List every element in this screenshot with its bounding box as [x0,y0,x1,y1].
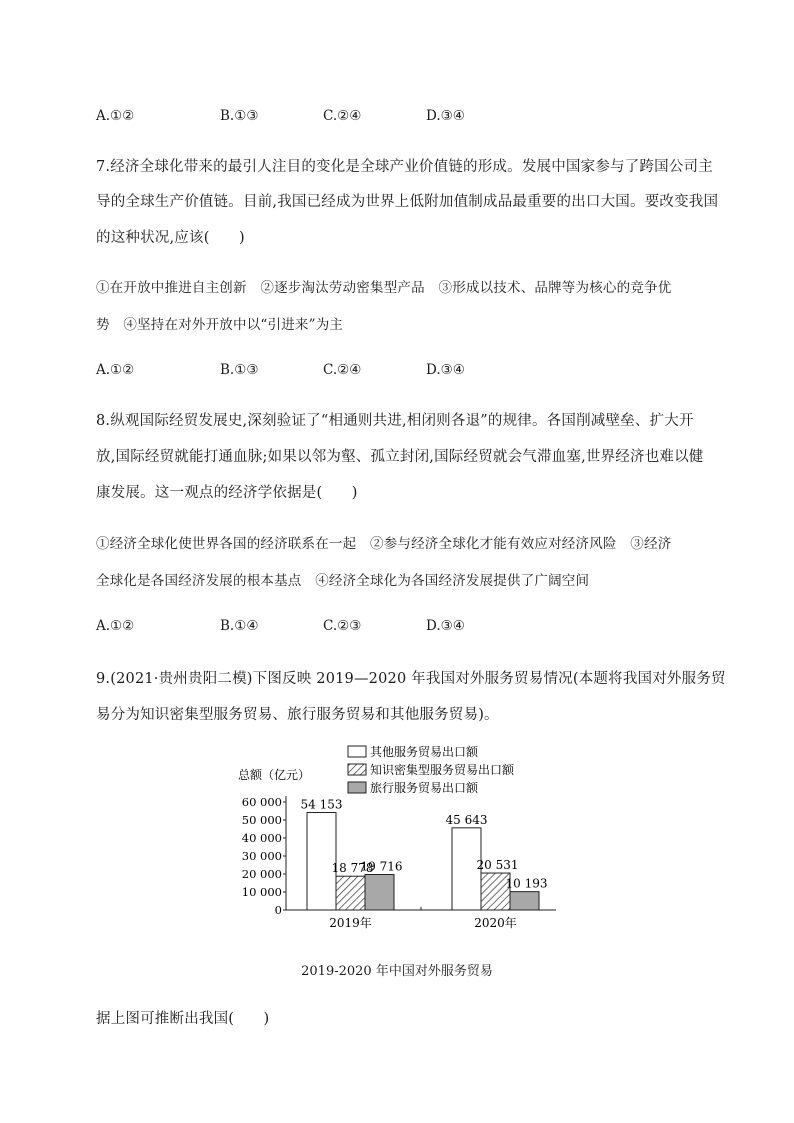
q9-question-stem: 据上图可推断出我国( ) [96,1011,270,1027]
x-tick-label: 2020年 [474,916,517,930]
q7-option-b: B.①③ [220,362,259,378]
q6-option-d: D.③④ [426,108,465,124]
q8-option-d: D.③④ [426,618,465,634]
y-tick-label: 0 [274,903,282,917]
legend-swatch [348,746,366,757]
q8-option-c: C.②③ [323,618,362,634]
y-tick-label: 60 000 [241,795,282,809]
bar-2019年-2 [365,875,394,910]
q7-option-c: C.②④ [323,362,362,378]
q8-option-b: B.①④ [220,618,259,634]
bar-2019年-1 [336,876,365,910]
data-label: 45 643 [445,812,488,827]
y-tick-label: 10 000 [241,885,282,899]
q7-choice-line-2: 势 ④坚持在对外开放中以“引进来”为主 [96,317,344,333]
q7-option-a: A.①② [96,362,135,378]
chart-legend [348,744,515,795]
q7-choice-line-1: ①在开放中推进自主创新 ②逐步淘汰劳动密集型产品 ③形成以技术、品牌等为核心的竞争优 [96,280,672,296]
legend-label: 旅行服务贸易出口额 [370,781,479,795]
legend-swatch [348,764,366,775]
y-axis-label: 总额（亿元） [238,768,311,782]
q8-options [96,618,596,638]
q6-options [96,108,596,128]
legend-label: 其他服务贸易出口额 [370,745,479,759]
x-tick-label: 2019年 [329,916,372,930]
y-tick-label: 30 000 [241,849,282,863]
legend-swatch [348,782,366,793]
q7-line-1: 7.经济全球化带来的最引人注目的变化是全球产业价值链的形成。发展中国家参与了跨国公司主 [96,159,713,175]
y-tick-label: 20 000 [241,867,282,881]
y-tick-label: 50 000 [241,813,282,827]
data-label: 54 153 [300,797,343,812]
q7-line-2: 导的全球生产价值链。目前,我国已经成为世界上低附加值制成品最重要的出口大国。要改变我国 [96,194,719,210]
q6-option-a: A.①② [96,108,135,124]
bar-2020年-2 [510,892,539,910]
q8-line-1: 8.纵观国际经贸发展史,深刻验证了“相通则共进,相闭则各退”的规律。各国削减壁垒、扩大开 [96,413,694,429]
q7-line-3: 的这种状况,应该( ) [96,230,245,246]
x-ticks [329,915,517,930]
y-tick-label: 40 000 [241,831,282,845]
q6-option-c: C.②④ [323,108,362,124]
data-label: 20 531 [476,858,519,873]
q8-choice-line-2: 全球化是各国经济发展的根本基点 ④经济全球化为各国经济发展提供了广阔空间 [96,573,590,589]
q9-line-1: 9.(2021·贵州贵阳二模)下图反映 2019—2020 年我国对外服务贸易情况(本题将我国对外服务贸 [96,671,726,687]
q7-options [96,362,596,382]
chart-caption: 2019-2020 年中国对外服务贸易 [301,964,493,979]
data-label: 10 193 [505,876,548,891]
q6-option-b: B.①③ [220,108,259,124]
service-trade-bar-chart [230,742,570,942]
data-label: 19 716 [360,859,403,874]
q8-choice-line-1: ①经济全球化使世界各国的经济联系在一起 ②参与经济全球化才能有效应对经济风险 ③经济 [96,536,672,552]
q8-line-3: 康发展。这一观点的经济学依据是( ) [96,485,358,501]
q9-line-2: 易分为知识密集型服务贸易、旅行服务贸易和其他服务贸易)。 [96,707,499,723]
q7-option-d: D.③④ [426,362,465,378]
q8-line-2: 放,国际经贸就能打通血脉;如果以邻为壑、孤立封闭,国际经贸就会气滞血塞,世界经济也难以健 [96,449,704,465]
y-ticks [242,795,286,917]
q8-option-a: A.①② [96,618,135,634]
legend-label: 知识密集型服务贸易出口额 [370,763,515,777]
data-label: 18 778 [331,861,374,876]
